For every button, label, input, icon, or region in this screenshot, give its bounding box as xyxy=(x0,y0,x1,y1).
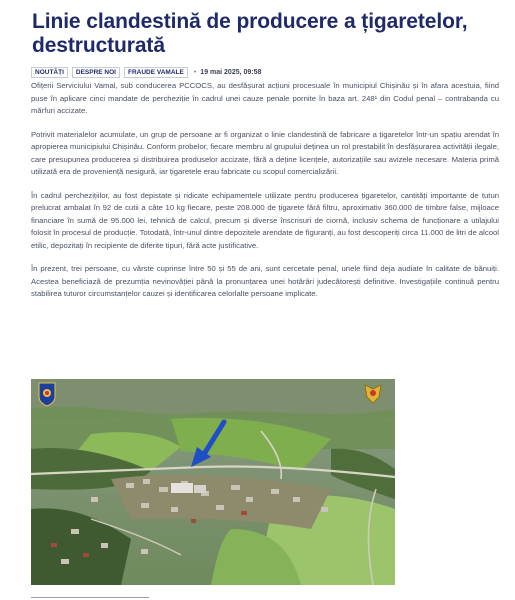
customs-emblem-icon xyxy=(39,383,55,406)
tag-noutati[interactable]: NOUTĂȚI xyxy=(31,67,68,78)
divider xyxy=(31,597,149,598)
tag-fraude-vamale[interactable]: FRAUDE VAMALE xyxy=(124,67,188,78)
tag-despre-noi[interactable]: DESPRE NOI xyxy=(72,67,120,78)
date-separator: • xyxy=(193,68,197,76)
article-meta xyxy=(31,66,261,78)
article-title: Linie clandestină de producere a țigaretelor, destructurată xyxy=(32,10,468,57)
paragraph: Ofițerii Serviciului Vamal, sub conducerea PCCOCS, au desfășurat acțiuni procesuale în municipiul Chișinău și în afara acestuia, fiind puse în aplicare cinci mandate de percheziție în cadrul unei cauze penale pornite în baza art. 248¹ din Codul penal – contrabanda cu mărfuri accizate. xyxy=(31,81,499,115)
article-photo[interactable] xyxy=(31,379,395,585)
paragraph: În prezent, trei persoane, cu vârste cuprinse între 50 și 55 de ani, sunt cercetate penal, unele fiind deja audiate în calitate de bănuiți. Acestea beneficiază de prezumția nevinovăției până la pronunțarea unei hotărâri judecătorești definitive. Investigațiile continuă pentru stabilirea tuturor circumstanțelor cauzei și identificarea celorlalte persoane implicate. xyxy=(31,264,499,298)
paragraph: În cadrul perchezițiilor, au fost depistate și ridicate echipamentele utilizate pentru producerea țigaretelor, cantități importante de tutun prelucrat ambalat în 92 de cutii a câte 10 kg fiecare, peste 208.000 de țigarete fără filtru, aproximativ 360.000 de timbre false, mijloace financiare în sumă de 95.000 lei, tehnică de calcul, precum și diverse înscrisuri de ciornă, inclusiv schema de funcționare a utilajului folosit în procesul de producție. Totodată, într-unul dintre depozitele arendate de figuranți, au fost descoperiți circa 11.000 de litri de alcool etilic, depozitați în recipiente de diferite tipuri, fără acte justificative. xyxy=(31,190,499,250)
article-body xyxy=(31,80,499,312)
paragraph: Potrivit materialelor acumulate, un grup de persoane ar fi organizat o linie clandestină de fabricare a țigaretelor într-un spațiu arendat în apropierea municipiului Chișinău. Conform probelor, fiecare membru al grupului deținea un rol prestabilit în desfășurarea activității ilegale, care presupunea producerea și distribuirea produselor accizate, fără a deține licențele, autorizațiile sau avizele necesare. Materia primă utilizată era de proveniență nesigură, iar țigaretele erau fabricate cu scopul comercializării. xyxy=(31,129,499,176)
aerial-village-photo xyxy=(31,379,395,585)
article-date: 19 mai 2025, 09:58 xyxy=(200,68,262,76)
